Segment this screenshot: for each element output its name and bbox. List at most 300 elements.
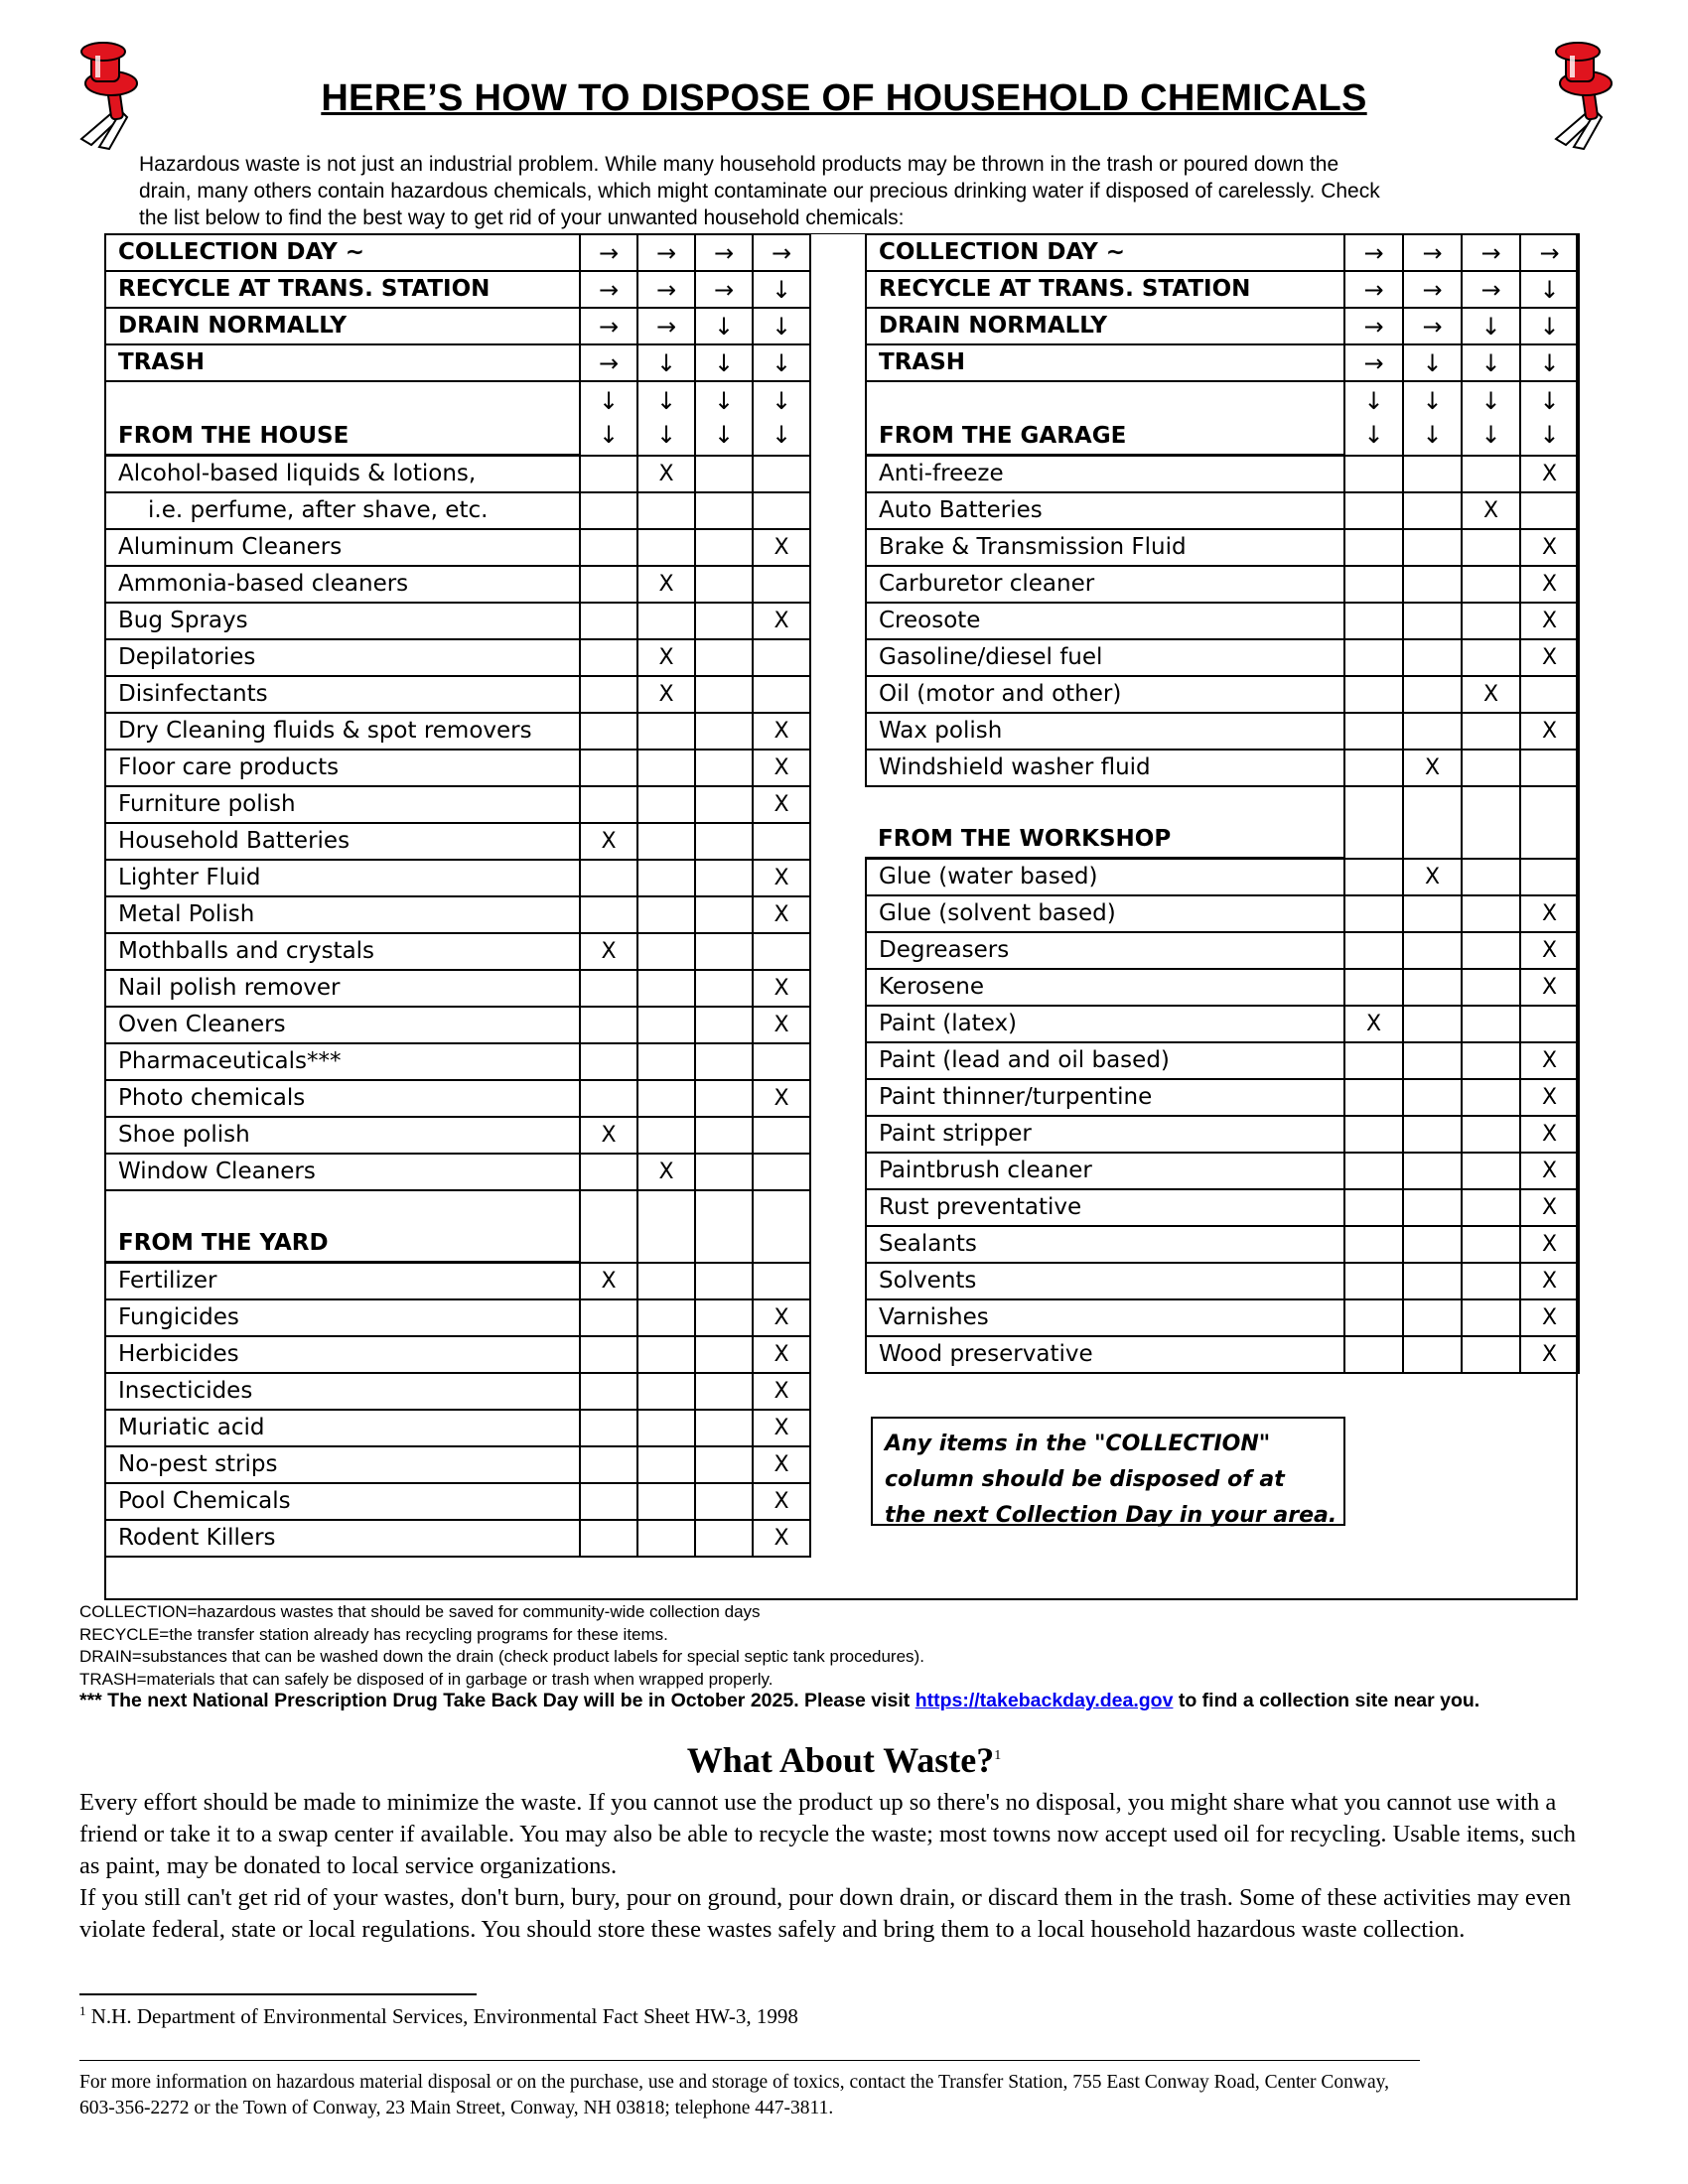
mark-cell: X (753, 1007, 810, 1043)
intro-line: the list below to find the best way to get rid of your unwanted household chemicals: (139, 206, 905, 229)
mark-cell (580, 639, 637, 676)
mark-cell (753, 492, 810, 529)
arrow-down-icon: ↓ (1480, 387, 1501, 416)
table-row (105, 1007, 810, 1043)
mark-cell (1344, 932, 1403, 969)
mark-cell (1462, 529, 1520, 566)
arrow-down-icon (1344, 381, 1403, 456)
definition-line: RECYCLE=the transfer station already has recycling programs for these items. (79, 1624, 668, 1644)
mark-cell (1344, 492, 1403, 529)
arrow-right-icon: → (580, 271, 637, 308)
mark-cell: X (580, 1117, 637, 1154)
mark-cell (1462, 1226, 1520, 1263)
arrow-down-icon: ↓ (1520, 308, 1579, 344)
mark-cell (580, 1299, 637, 1336)
waste-heading (0, 1739, 1688, 1781)
mark-cell (695, 823, 753, 860)
item-name: Bug Sprays (105, 603, 580, 639)
mark-cell: X (1462, 492, 1520, 529)
arrow-down-icon: ↓ (1422, 387, 1443, 416)
mark-cell (1520, 750, 1579, 786)
mark-cell: X (637, 566, 695, 603)
arrow-down-icon: ↓ (1462, 344, 1520, 381)
mark-cell (695, 713, 753, 750)
mark-cell (1462, 932, 1520, 969)
arrow-down-icon: ↓ (713, 387, 735, 416)
table-cell (1462, 786, 1520, 859)
footnote-mark: 1 (994, 1748, 1002, 1763)
arrow-down-icon: ↓ (1462, 308, 1520, 344)
table-row (866, 456, 1579, 493)
item-name: Pharmaceuticals*** (105, 1043, 580, 1080)
item-name: Carburetor cleaner (866, 566, 1344, 603)
item-name: Aluminum Cleaners (105, 529, 580, 566)
mark-cell: X (637, 676, 695, 713)
mark-cell: X (1462, 676, 1520, 713)
mark-cell (580, 529, 637, 566)
arrow-right-icon: → (1344, 234, 1403, 271)
arrow-right-icon: → (1462, 271, 1520, 308)
mark-cell (1344, 1153, 1403, 1189)
mark-cell: X (753, 1446, 810, 1483)
table-row (866, 1116, 1579, 1153)
arrow-right-icon: → (1403, 308, 1462, 344)
header-trash: TRASH (105, 344, 580, 381)
table-row (866, 1189, 1579, 1226)
arrow-down-icon: ↓ (771, 421, 792, 450)
mark-cell (1403, 1079, 1462, 1116)
item-name: Wood preservative (866, 1336, 1344, 1373)
mark-cell (580, 860, 637, 896)
table-row (105, 639, 810, 676)
mark-cell (695, 639, 753, 676)
mark-cell: X (1520, 1299, 1579, 1336)
waste-paragraph: If you still can't get rid of your wastes, don't burn, bury, pour on ground, pour down drain, or discard them in the trash. Some of these activities may even violate federal, state or local regulations. You should store these wastes safely and bring them to a local household hazardous waste collection. (79, 1884, 1572, 1943)
mark-cell (1344, 1226, 1403, 1263)
footer-rule (79, 2060, 1420, 2061)
header-collection: COLLECTION DAY ~ (105, 234, 580, 271)
mark-cell (1520, 1006, 1579, 1042)
mark-cell (1462, 969, 1520, 1006)
mark-cell (1344, 1263, 1403, 1299)
table-row (105, 456, 810, 493)
mark-cell (580, 1007, 637, 1043)
mark-cell (695, 1080, 753, 1117)
mark-cell (580, 1373, 637, 1410)
table-row (105, 1520, 810, 1557)
mark-cell: X (1520, 1226, 1579, 1263)
table-row (105, 1336, 810, 1373)
table-row (866, 1042, 1579, 1079)
mark-cell: X (753, 1373, 810, 1410)
table-row (105, 713, 810, 750)
mark-cell: X (1403, 859, 1462, 896)
item-name: Degreasers (866, 932, 1344, 969)
table-row (105, 786, 810, 823)
mark-cell: X (753, 970, 810, 1007)
table-row (105, 823, 810, 860)
arrow-right-icon: → (637, 308, 695, 344)
mark-cell (1403, 1263, 1462, 1299)
mark-cell: X (637, 1154, 695, 1190)
item-name: Window Cleaners (105, 1154, 580, 1190)
table-row (866, 603, 1579, 639)
table-row (866, 895, 1579, 932)
mark-cell (1403, 529, 1462, 566)
item-name: i.e. perfume, after shave, etc. (105, 492, 580, 529)
mark-cell (1403, 1189, 1462, 1226)
mark-cell (1403, 639, 1462, 676)
item-name: Nail polish remover (105, 970, 580, 1007)
mark-cell: X (753, 1410, 810, 1446)
section-house: FROM THE HOUSE (105, 381, 580, 456)
table-cell (753, 1190, 810, 1263)
takeback-notice (79, 1688, 1589, 1713)
table-row (105, 933, 810, 970)
item-name: Lighter Fluid (105, 860, 580, 896)
mark-cell (1344, 1336, 1403, 1373)
mark-cell (637, 603, 695, 639)
table-row (105, 1373, 810, 1410)
mark-cell (580, 750, 637, 786)
mark-cell (580, 896, 637, 933)
mark-cell (1344, 639, 1403, 676)
mark-cell (1520, 859, 1579, 896)
table-cell (580, 1190, 637, 1263)
mark-cell (753, 676, 810, 713)
mark-cell: X (1344, 1006, 1403, 1042)
page-title: HERE’S HOW TO DISPOSE OF HOUSEHOLD CHEMICALS (321, 77, 1367, 119)
mark-cell (580, 1520, 637, 1557)
arrow-down-icon: ↓ (1363, 387, 1384, 416)
item-name: Alcohol-based liquids & lotions, (105, 456, 580, 493)
mark-cell (695, 676, 753, 713)
mark-cell: X (753, 1336, 810, 1373)
table-row (105, 1080, 810, 1117)
mark-cell (1403, 1042, 1462, 1079)
table-row (105, 1446, 810, 1483)
mark-cell (637, 1483, 695, 1520)
mark-cell (637, 933, 695, 970)
definition-line: DRAIN=substances that can be washed down the drain (check product labels for special septic tank procedures). (79, 1647, 924, 1666)
mark-cell (637, 750, 695, 786)
arrow-down-icon: ↓ (1520, 344, 1579, 381)
mark-cell (1462, 1336, 1520, 1373)
mark-cell (637, 1007, 695, 1043)
item-name: Metal Polish (105, 896, 580, 933)
mark-cell (695, 1336, 753, 1373)
item-name: Anti-freeze (866, 456, 1344, 493)
waste-heading-text: What About Waste? (686, 1740, 995, 1780)
table-cell (695, 1190, 753, 1263)
arrow-down-icon: ↓ (753, 308, 810, 344)
item-name: Fertilizer (105, 1263, 580, 1300)
table-row (866, 1153, 1579, 1189)
section-garage: FROM THE GARAGE (866, 381, 1344, 456)
mark-cell (1462, 1189, 1520, 1226)
arrow-right-icon: → (1344, 308, 1403, 344)
table-row (105, 1263, 810, 1300)
table-row (866, 566, 1579, 603)
item-name: Paint (lead and oil based) (866, 1042, 1344, 1079)
mark-cell (1403, 492, 1462, 529)
table-row (866, 1336, 1579, 1373)
mark-cell (1462, 895, 1520, 932)
mark-cell (580, 1483, 637, 1520)
mark-cell: X (1520, 603, 1579, 639)
mark-cell (637, 529, 695, 566)
mark-cell (695, 1043, 753, 1080)
mark-cell (1462, 750, 1520, 786)
table-row (105, 896, 810, 933)
mark-cell (1403, 676, 1462, 713)
table-row (866, 1226, 1579, 1263)
mark-cell: X (637, 639, 695, 676)
arrow-right-icon: → (580, 344, 637, 381)
item-name: Ammonia-based cleaners (105, 566, 580, 603)
column-gap (807, 234, 867, 1598)
item-name: Paintbrush cleaner (866, 1153, 1344, 1189)
mark-cell: X (1520, 639, 1579, 676)
mark-cell (1344, 713, 1403, 750)
mark-cell: X (753, 1520, 810, 1557)
mark-cell: X (1520, 1153, 1579, 1189)
arrow-right-icon: → (695, 234, 753, 271)
arrow-down-icon (753, 381, 810, 456)
mark-cell: X (1520, 1079, 1579, 1116)
table-row (105, 1410, 810, 1446)
table-row (105, 1299, 810, 1336)
header-recycle: RECYCLE AT TRANS. STATION (105, 271, 580, 308)
mark-cell (1403, 1226, 1462, 1263)
mark-cell (637, 1080, 695, 1117)
mark-cell (637, 1336, 695, 1373)
mark-cell: X (1520, 566, 1579, 603)
mark-cell (1344, 1042, 1403, 1079)
header-trash: TRASH (866, 344, 1344, 381)
mark-cell (580, 456, 637, 493)
table-row (105, 566, 810, 603)
definitions (79, 1601, 924, 1691)
item-name: Sealants (866, 1226, 1344, 1263)
mark-cell (695, 456, 753, 493)
mark-cell (1344, 566, 1403, 603)
table-row (866, 1299, 1579, 1336)
arrow-down-icon (637, 381, 695, 456)
arrow-down-icon: ↓ (1520, 271, 1579, 308)
mark-cell (580, 1080, 637, 1117)
mark-cell (695, 750, 753, 786)
mark-cell (580, 970, 637, 1007)
mark-cell (695, 933, 753, 970)
item-name: Photo chemicals (105, 1080, 580, 1117)
arrow-down-icon: ↓ (598, 387, 620, 416)
takeback-text: *** The next National Prescription Drug Take Back Day will be in October 2025. Please visit (79, 1690, 915, 1711)
mark-cell (753, 1263, 810, 1300)
mark-cell: X (1520, 1263, 1579, 1299)
mark-cell (1403, 456, 1462, 493)
table-row (105, 1043, 810, 1080)
mark-cell: X (753, 713, 810, 750)
mark-cell (637, 860, 695, 896)
header-recycle: RECYCLE AT TRANS. STATION (866, 271, 1344, 308)
mark-cell (1403, 1299, 1462, 1336)
item-name: Depilatories (105, 639, 580, 676)
mark-cell: X (1520, 932, 1579, 969)
arrow-down-icon: ↓ (598, 421, 620, 450)
arrow-down-icon: ↓ (695, 308, 753, 344)
header-collection: COLLECTION DAY ~ (866, 234, 1344, 271)
mark-cell (753, 566, 810, 603)
mark-cell (1462, 1042, 1520, 1079)
mark-cell (1462, 603, 1520, 639)
mark-cell (580, 1043, 637, 1080)
mark-cell (1462, 1263, 1520, 1299)
arrow-right-icon: → (580, 308, 637, 344)
mark-cell (1344, 603, 1403, 639)
section-yard: FROM THE YARD (105, 1190, 580, 1263)
mark-cell: X (1520, 456, 1579, 493)
mark-cell: X (753, 603, 810, 639)
arrow-down-icon: ↓ (637, 344, 695, 381)
header-drain: DRAIN NORMALLY (105, 308, 580, 344)
mark-cell (1344, 1189, 1403, 1226)
mark-cell (753, 1154, 810, 1190)
mark-cell (695, 1263, 753, 1300)
mark-cell (580, 1336, 637, 1373)
arrow-down-icon (1520, 381, 1579, 456)
mark-cell (1403, 1336, 1462, 1373)
arrow-right-icon: → (695, 271, 753, 308)
table-row (105, 492, 810, 529)
item-name: Herbicides (105, 1336, 580, 1373)
table-cell (1520, 786, 1579, 859)
table-row (866, 1263, 1579, 1299)
item-name: Rust preventative (866, 1189, 1344, 1226)
arrow-down-icon: ↓ (771, 387, 792, 416)
mark-cell (637, 713, 695, 750)
table-row (105, 1117, 810, 1154)
table-row (866, 969, 1579, 1006)
item-name: Mothballs and crystals (105, 933, 580, 970)
table-row (866, 750, 1579, 786)
mark-cell (580, 492, 637, 529)
item-name: Creosote (866, 603, 1344, 639)
footnote-mark: 1 (79, 2003, 86, 2018)
mark-cell: X (1520, 1042, 1579, 1079)
table-row (105, 603, 810, 639)
table-row (105, 860, 810, 896)
mark-cell (637, 1299, 695, 1336)
mark-cell (1344, 895, 1403, 932)
mark-cell: X (1403, 750, 1462, 786)
table-row (866, 932, 1579, 969)
definition-line: TRASH=materials that can safely be disposed of in garbage or trash when wrapped properly. (79, 1669, 774, 1689)
arrow-down-icon (580, 381, 637, 456)
mark-cell: X (1520, 1336, 1579, 1373)
item-name: Paint stripper (866, 1116, 1344, 1153)
mark-cell (695, 529, 753, 566)
mark-cell (1462, 1006, 1520, 1042)
table-cell (637, 1190, 695, 1263)
table-row (105, 529, 810, 566)
item-name: Wax polish (866, 713, 1344, 750)
item-name: Varnishes (866, 1299, 1344, 1336)
mark-cell (695, 1154, 753, 1190)
item-name: Muriatic acid (105, 1410, 580, 1446)
mark-cell (1403, 1116, 1462, 1153)
mark-cell (695, 1520, 753, 1557)
item-name: Solvents (866, 1263, 1344, 1299)
mark-cell (695, 1410, 753, 1446)
mark-cell (1403, 932, 1462, 969)
item-name: Household Batteries (105, 823, 580, 860)
mark-cell: X (753, 786, 810, 823)
mark-cell (695, 1117, 753, 1154)
takeback-link[interactable]: https://takebackday.dea.gov (914, 1690, 1174, 1711)
arrow-down-icon (1462, 381, 1520, 456)
mark-cell: X (637, 456, 695, 493)
mark-cell (1344, 529, 1403, 566)
mark-cell (580, 1446, 637, 1483)
arrow-down-icon: ↓ (1422, 421, 1443, 450)
footer-line: For more information on hazardous material disposal or on the purchase, use and storage of toxics, contact the Transfer Station, 755 East Conway Road, Center Conway, (79, 2072, 1390, 2093)
mark-cell: X (753, 1483, 810, 1520)
table-row (105, 970, 810, 1007)
item-name: Rodent Killers (105, 1520, 580, 1557)
arrow-down-icon: ↓ (655, 387, 677, 416)
definition-line: COLLECTION=hazardous wastes that should be saved for community-wide collection days (79, 1602, 761, 1621)
mark-cell (637, 1117, 695, 1154)
takeback-text: to find a collection site near you. (1173, 1690, 1480, 1711)
arrow-right-icon: → (1520, 234, 1579, 271)
arrow-right-icon: → (1344, 344, 1403, 381)
mark-cell (1344, 750, 1403, 786)
mark-cell (637, 1043, 695, 1080)
item-name: Shoe polish (105, 1117, 580, 1154)
mark-cell (753, 933, 810, 970)
mark-cell (1403, 1153, 1462, 1189)
mark-cell (695, 566, 753, 603)
item-name: Floor care products (105, 750, 580, 786)
mark-cell: X (753, 1080, 810, 1117)
item-name: Kerosene (866, 969, 1344, 1006)
mark-cell (1344, 1299, 1403, 1336)
mark-cell (1344, 676, 1403, 713)
mark-cell (1462, 1116, 1520, 1153)
arrow-right-icon: → (1403, 271, 1462, 308)
footnote (79, 2003, 798, 2029)
intro-paragraph (139, 151, 1549, 231)
mark-cell (637, 970, 695, 1007)
mark-cell (1344, 1116, 1403, 1153)
mark-cell (695, 896, 753, 933)
mark-cell (580, 676, 637, 713)
table-row (105, 1154, 810, 1190)
item-name: No-pest strips (105, 1446, 580, 1483)
footer-contact (79, 2070, 1589, 2121)
footnote-rule (79, 1993, 477, 1995)
arrow-down-icon: ↓ (695, 344, 753, 381)
arrow-down-icon: ↓ (713, 421, 735, 450)
mark-cell (580, 1410, 637, 1446)
mark-cell (695, 860, 753, 896)
table-row (105, 676, 810, 713)
table-row (105, 750, 810, 786)
mark-cell (1462, 859, 1520, 896)
item-name: Oven Cleaners (105, 1007, 580, 1043)
mark-cell (1344, 969, 1403, 1006)
